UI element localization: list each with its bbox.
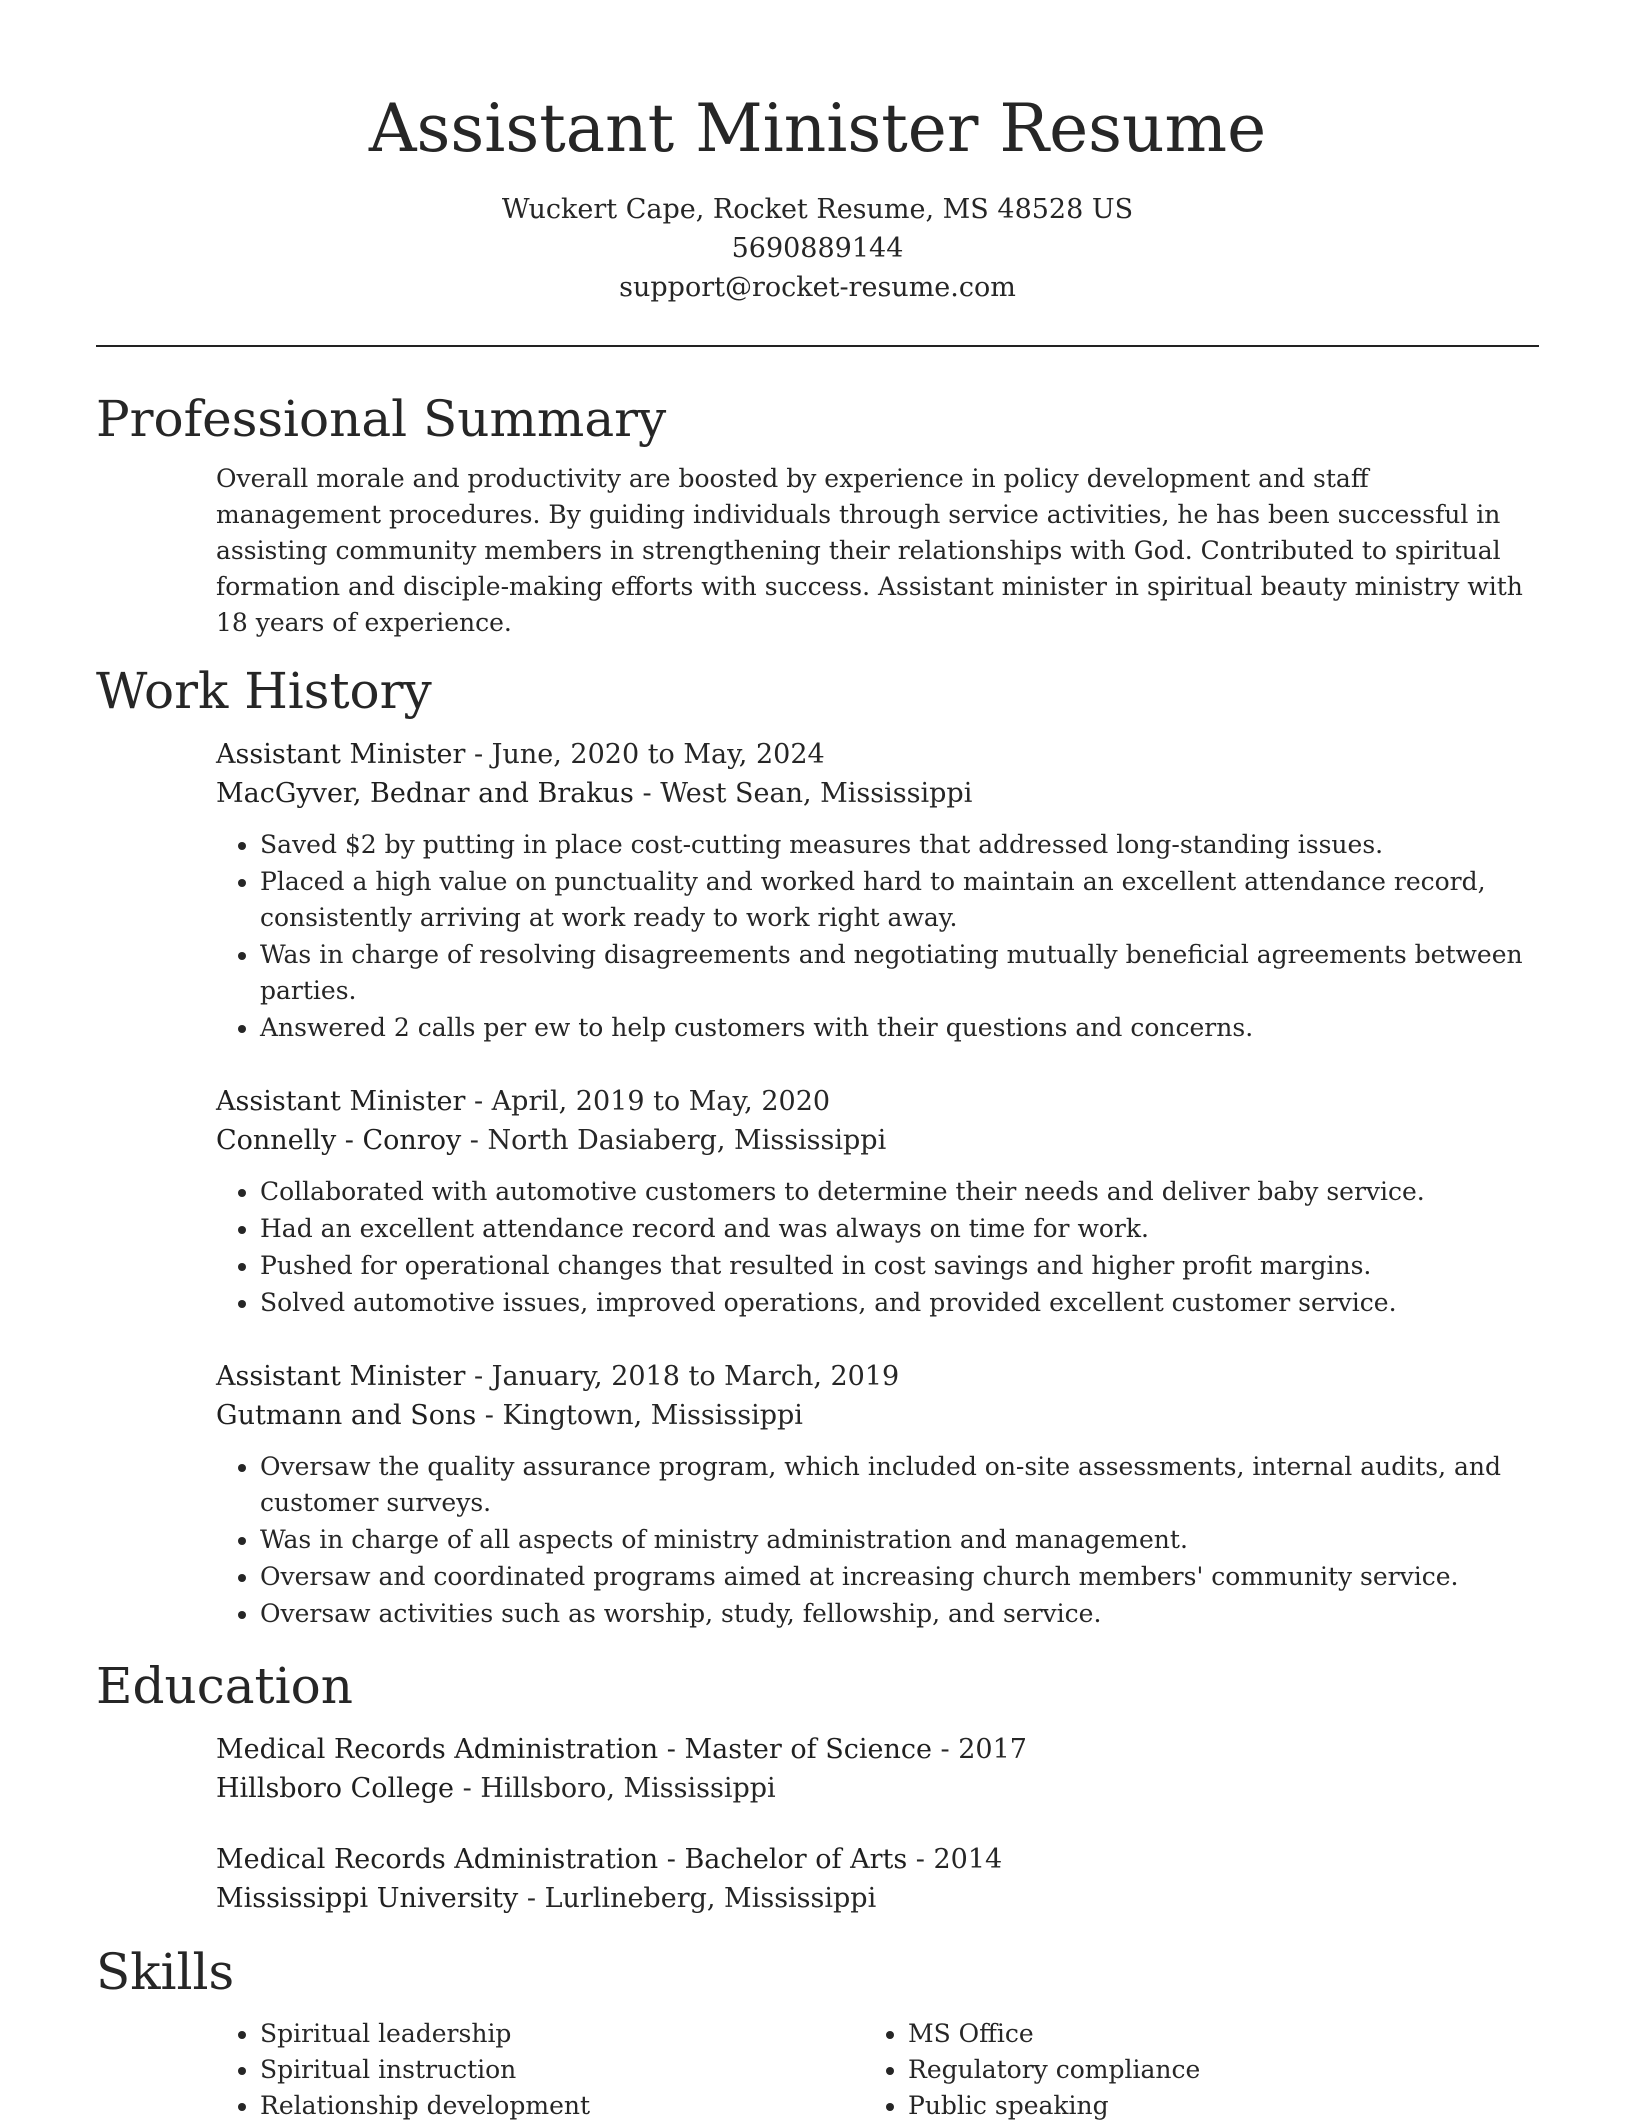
job-dates: - January, 2018 to March, 2019 — [465, 1361, 900, 1392]
job-position: Assistant Minister — [216, 1361, 466, 1392]
job-bullet: • Solved automotive issues, improved operations, and provided excellent customer service. — [260, 1285, 1539, 1321]
job-bullet: • Saved $2 by putting in place cost-cutting measures that addressed long-standing issues. — [260, 827, 1539, 863]
job-entry — [216, 1357, 1539, 1632]
job-bullet: • Oversaw activities such as worship, study, fellowship, and service. — [260, 1596, 1539, 1632]
skill-item: • Public speaking — [908, 2088, 1512, 2124]
job-bullet: • Had an excellent attendance record and was always on time for work. — [260, 1211, 1539, 1247]
job-bullet: • Was in charge of resolving disagreements and negotiating mutually beneficial agreements between parties. — [260, 937, 1539, 1009]
summary-heading: Professional Summary — [96, 390, 667, 448]
job-title-line — [216, 1082, 1539, 1121]
skill-item: • Spiritual leadership — [260, 2016, 864, 2052]
work-section — [96, 659, 1539, 1632]
skills-column-left — [216, 2016, 864, 2124]
education-degree: Medical Records Administration - Bachelor of Arts — [216, 1844, 908, 1875]
skill-item: • Regulatory compliance — [908, 2052, 1512, 2088]
job-bullets — [216, 1174, 1539, 1321]
email: support@rocket-resume.com — [619, 272, 1016, 303]
job-dates: - June, 2020 to May, 2024 — [465, 739, 825, 770]
job-dates: - April, 2019 to May, 2020 — [465, 1086, 831, 1117]
header-divider — [96, 345, 1539, 347]
job-bullet: • Placed a high value on punctuality and worked hard to maintain an excellent attendance record, consistently arriving at work ready to work right away. — [260, 864, 1539, 936]
job-company-line — [216, 1396, 1539, 1435]
job-location: - North Dasiaberg, Mississippi — [461, 1125, 887, 1156]
job-bullet: • Pushed for operational changes that resulted in cost savings and higher profit margins. — [260, 1248, 1539, 1284]
skills-column-right — [864, 2016, 1512, 2124]
job-bullet: • Collaborated with automotive customers to determine their needs and deliver baby service. — [260, 1174, 1539, 1210]
job-company: MacGyver, Bednar and Brakus — [216, 778, 634, 809]
job-position: Assistant Minister — [216, 1086, 466, 1117]
job-company-line — [216, 1121, 1539, 1160]
skills-heading: Skills — [96, 1943, 235, 2001]
skills-section — [96, 1940, 1539, 2124]
resume-title: Assistant Minister Resume — [368, 90, 1267, 167]
job-entry — [216, 735, 1539, 1046]
phone: 5690889144 — [731, 233, 904, 264]
skill-item: • Spiritual instruction — [260, 2052, 864, 2088]
skills-grid — [216, 2016, 1539, 2124]
job-location: - West Sean, Mississippi — [633, 778, 973, 809]
education-location: - Lurlineberg, Mississippi — [518, 1883, 877, 1914]
summary-text: Overall morale and productivity are boosted by experience in policy development and staff management procedures. By guiding individuals through service activities, he has been successful in assisting community members in strengthening their relationships with God. Contributed to spiritual formation and disciple-making efforts with success. Assistant minister in spiritual beauty ministry with 18 years of experience. — [216, 464, 1523, 637]
address: Wuckert Cape, Rocket Resume, MS 48528 US — [501, 194, 1134, 225]
job-bullet: • Answered 2 calls per ew to help customers with their questions and concerns. — [260, 1010, 1539, 1046]
job-company-line — [216, 774, 1539, 813]
education-school: Mississippi University — [216, 1883, 519, 1914]
job-bullets — [216, 1449, 1539, 1632]
job-entry — [216, 1082, 1539, 1321]
education-degree-line — [216, 1840, 1539, 1879]
education-section — [96, 1654, 1539, 1918]
resume-header — [96, 0, 1539, 307]
education-year: - 2014 — [907, 1844, 1003, 1875]
education-location: - Hillsboro, Mississippi — [454, 1773, 776, 1804]
education-heading: Education — [96, 1657, 353, 1715]
job-company: Connelly - Conroy — [216, 1125, 462, 1156]
job-bullets — [216, 827, 1539, 1046]
job-title-line — [216, 1357, 1539, 1396]
job-company: Gutmann and Sons — [216, 1400, 477, 1431]
education-school-line — [216, 1769, 1539, 1808]
education-school: Hillsboro College — [216, 1773, 455, 1804]
work-heading: Work History — [96, 662, 432, 720]
resume-page — [96, 0, 1539, 2124]
job-bullet: • Oversaw and coordinated programs aimed at increasing church members' community service. — [260, 1559, 1539, 1595]
skill-item: • MS Office — [908, 2016, 1512, 2052]
education-entry — [216, 1840, 1539, 1918]
education-degree: Medical Records Administration - Master of Science — [216, 1734, 932, 1765]
skill-item: • Relationship development — [260, 2088, 864, 2124]
summary-section — [96, 387, 1539, 641]
job-bullet: • Was in charge of all aspects of ministry administration and management. — [260, 1522, 1539, 1558]
education-entry — [216, 1730, 1539, 1808]
job-title-line — [216, 735, 1539, 774]
contact-block — [96, 190, 1539, 307]
job-bullet: • Oversaw the quality assurance program, which included on-site assessments, internal audits, and customer surveys. — [260, 1449, 1539, 1521]
education-school-line — [216, 1879, 1539, 1918]
education-year: - 2017 — [931, 1734, 1027, 1765]
job-location: - Kingtown, Mississippi — [476, 1400, 803, 1431]
job-position: Assistant Minister — [216, 739, 466, 770]
education-degree-line — [216, 1730, 1539, 1769]
